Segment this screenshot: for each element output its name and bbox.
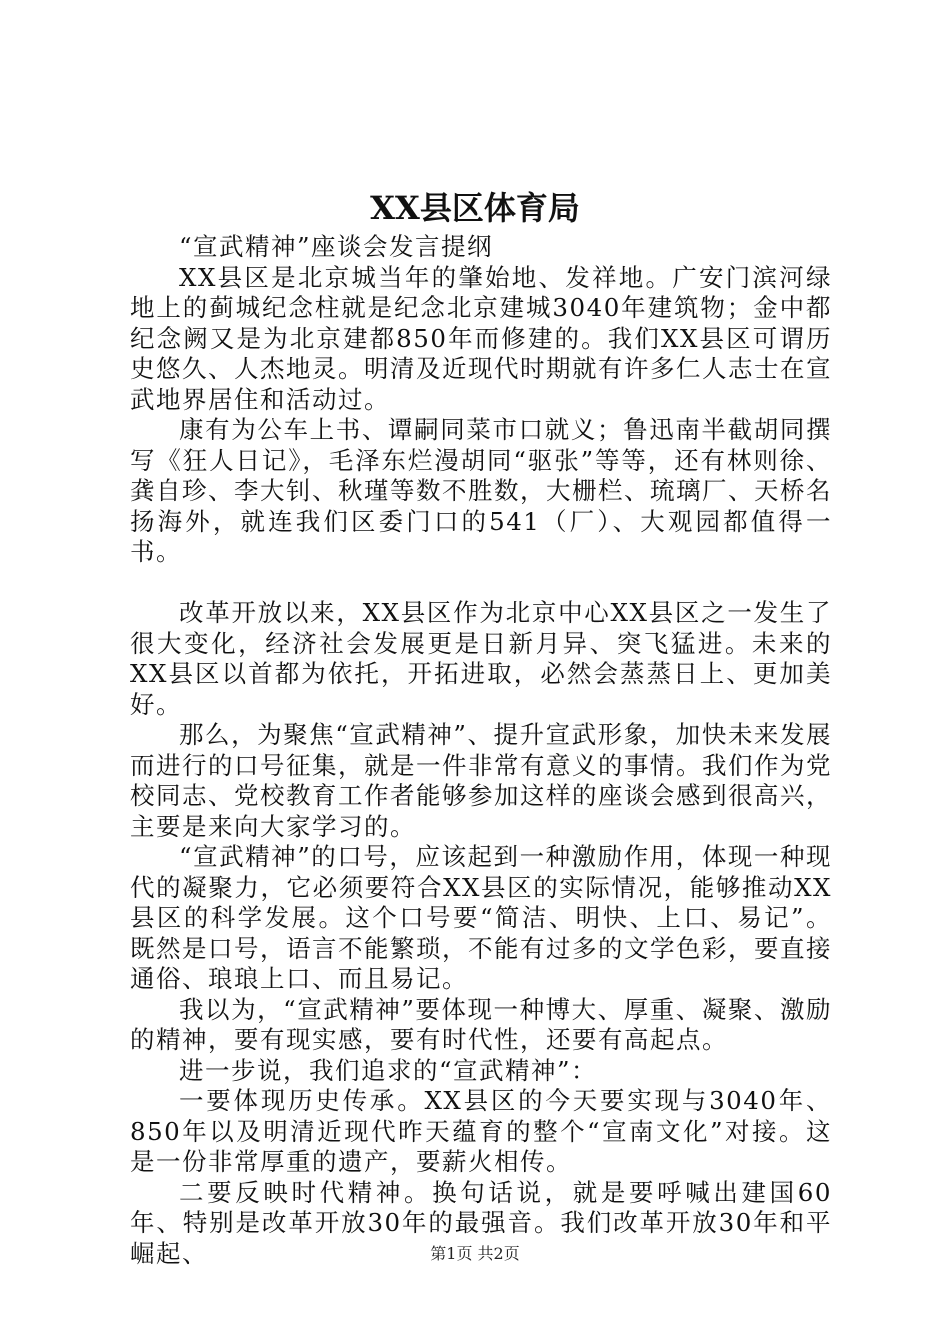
document-body (130, 232, 832, 1269)
paragraph: 那么，为聚焦“宣武精神”、提升宣武形象，加快未来发展而进行的口号征集，就是一件非常有意义的事情。我们作为党校同志、党校教育工作者能够参加这样的座谈会感到很高兴，主要是来向大家学习的。 (130, 720, 832, 841)
document-subtitle: “宣武精神”座谈会发言提纲 (179, 232, 494, 261)
paragraph: 改革开放以来，XX县区作为北京中心XX县区之一发生了很大变化，经济社会发展更是日新月异、突飞猛进。未来的XX县区以首都为依托，开拓进取，必然会蒸蒸日上、更加美好。 (130, 598, 832, 719)
paragraph: 二要反映时代精神。换句话说，就是要呼喊出建国60年、特别是改革开放30年的最强音。我们改革开放30年和平崛起、 (130, 1177, 832, 1268)
paragraph: 康有为公车上书、谭嗣同菜市口就义；鲁迅南半截胡同撰写《狂人日记》，毛泽东烂漫胡同“驱张”等等，还有林则徐、龚自珍、李大钊、秋瑾等数不胜数，大栅栏、琉璃厂、天桥名扬海外，就连我们区委门口的541（厂）、大观园都值得一书。 (130, 415, 832, 566)
page-number-footer: 第1页 共2页 (430, 1244, 520, 1263)
paragraph: 我以为，“宣武精神”要体现一种博大、厚重、凝聚、激励的精神，要有现实感，要有时代性，还要有高起点。 (130, 994, 832, 1054)
paragraph: 进一步说，我们追求的“宣武精神”： (179, 1055, 598, 1085)
paragraph: “宣武精神”的口号，应该起到一种激励作用，体现一种现代的凝聚力，它必须要符合XX县区的实际情况，能够推动XX县区的科学发展。这个口号要“简洁、明快、上口、易记”。既然是口号，语言不能繁琐，不能有过多的文学色彩，要直接通俗、琅琅上口、而且易记。 (130, 842, 832, 993)
document-title: XX县区体育局 (370, 189, 580, 227)
blank-line (130, 568, 832, 599)
paragraph: XX县区是北京城当年的肇始地、发祥地。广安门滨河绿地上的蓟城纪念柱就是纪念北京建城3040年建筑物；金中都纪念阙又是为北京建都850年而修建的。我们XX县区可谓历史悠久、人杰地灵。明清及近现代时期就有许多仁人志士在宣武地界居住和活动过。 (130, 262, 832, 414)
paragraph: 一要体现历史传承。XX县区的今天要实现与3040年、850年以及明清近现代昨天蕴育的整个“宣南文化”对接。这是一份非常厚重的遗产，要薪火相传。 (130, 1086, 832, 1176)
